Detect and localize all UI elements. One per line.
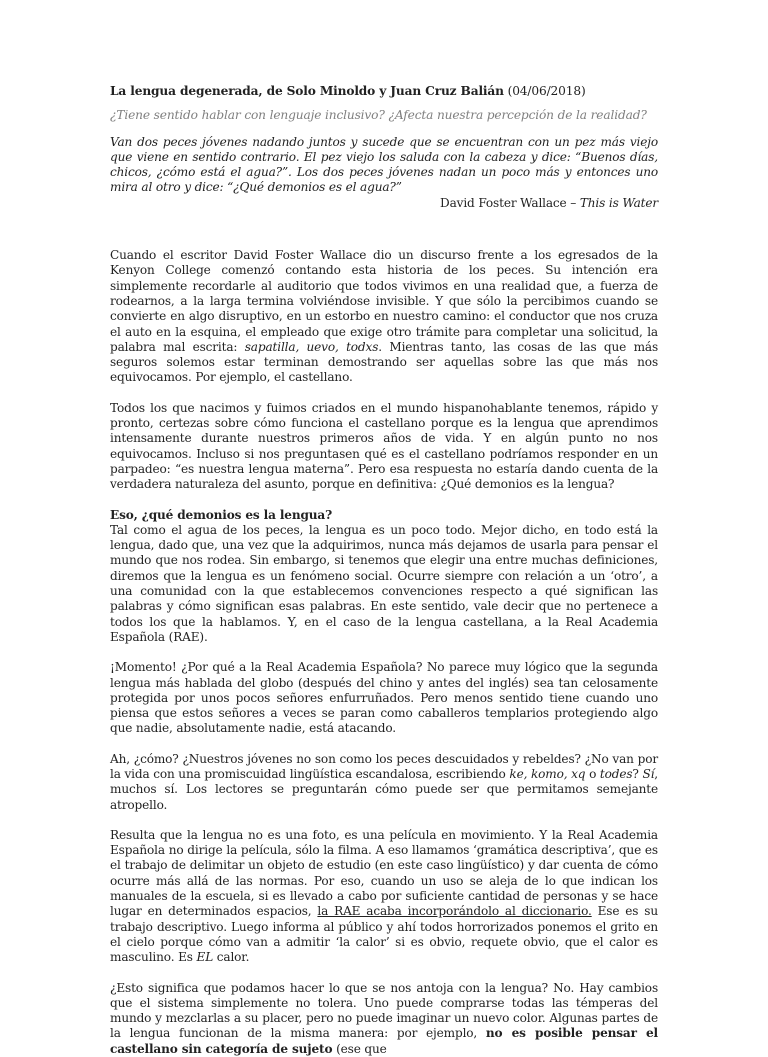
article-title [110,84,658,99]
document-body [110,84,658,1057]
article-subtitle-question: ¿Tiene sentido hablar con lenguaje inclusivo? ¿Afecta nuestra percepción de la realidad? [110,108,647,123]
paragraph-7 [110,981,658,1057]
paragraph-5-text-d: , muchos sí. Los lectores se preguntarán cómo puede ser que permitamos semejante atropello. [110,766,658,812]
paragraph-7-text-a: ¿Esto significa que podamos hacer lo que se nos antoja con la lengua? No. Hay cambios que el sistema simplemente no tolera. Uno puede comprarse todas las témperas del mundo y mezclarlas a su placer, pero no puede imaginar un nuevo color. Algunas partes de la lengua funcionan de la misma manera: por ejemplo, [110,980,658,1041]
paragraph-6-el: EL [196,950,214,965]
paragraph-5-text-b: o [585,766,600,781]
spacer [110,211,658,248]
paragraph-6-text-b: Ese es su trabajo descriptivo. Luego informa al público y ahí todos horrorizados ponemos el grito en el cielo porque cómo van a admitir ‘la calor’ si es obvio, requete obvio, que el calor es masculino. Es [110,904,658,965]
paragraph-6-text-c: calor. [213,950,250,965]
paragraph-6-text-a: Resulta que la lengua no es una foto, es una película en movimiento. Y la Real Academia Española no dirige la película, sólo la filma. A eso llamamos ‘gramática descriptiva’, que es el trabajo de delimitar un objeto de estudio (en este caso lingüístico) y dar cuenta de cómo ocurre más allá de las normas. Por eso, cuando un uso se aleja de lo que indican los manuales de la escuela, si es llevado a cabo por suficiente cantidad de personas y se hace lugar en determinados espacios, [110,827,658,919]
paragraph-5-si: Sí [642,766,655,781]
paragraph-7-emphasis: no es posible pensar el castellano sin categoría de sujeto [110,1026,658,1056]
paragraph-1-examples: sapatilla, uevo, todxs [244,339,379,354]
paragraph-5-text-c: ? [632,766,643,781]
paragraph-5-text-a: Ah, ¿cómo? ¿Nuestros jóvenes no son como los peces descuidados y rebeldes? ¿No van por la vida con una promiscuidad lingüística escandalosa, escribiendo [110,751,658,781]
paragraph-5-todes: todes [599,766,633,781]
epigraph-attribution [110,196,658,211]
epigraph-author: David Foster Wallace – [440,195,580,210]
paragraph-6 [110,828,658,966]
paragraph-3: Tal como el agua de los peces, la lengua es un poco todo. Mejor dicho, en todo está la lengua, dado que, una vez que la adquirimos, nunca más dejamos de usarla para pensar el mundo que nos rodea. Sin embargo, si tenemos que elegir una entre muchas definiciones, diremos que la lengua es un fenómeno social. Ocurre siempre con relación a un ‘otro’, a una comunidad con la que establecemos convenciones respecto a qué significan las palabras y cómo significan esas palabras. En este sentido, vale decir que no pertenece a todos los que la hablamos. Y, en el caso de la lengua castellana, a la Real Academia Española (RAE). [110,522,658,644]
paragraph-5-examples: ke, komo, xq [509,766,586,781]
epigraph-quote: Van dos peces jóvenes nadando juntos y sucede que se encuentran con un pez más viejo que viene en sentido contrario. El pez viejo los saluda con la cabeza y dice: “Buenos días, chicos, ¿cómo está el agua?”. Los dos peces jóvenes nadan un poco más y entonces uno mira al otro y dice: “¿Qué demonios es el agua?” [110,134,658,195]
paragraph-4: ¡Momento! ¿Por qué a la Real Academia Española? No parece muy lógico que la segunda lengua más hablada del globo (después del chino y antes del inglés) sea tan celosamente protegida por unos pocos señores enfurruñados. Pero menos sentido tiene cuando uno piensa que estos señores a veces se paran como caballeros templarios protegiendo algo que nadie, absolutamente nadie, está atacando. [110,660,658,736]
article-date: (04/06/2018) [503,84,586,98]
paragraph-1-text-a: Cuando el escritor David Foster Wallace dio un discurso frente a los egresados de la Kenyon College comenzó contando esta historia de los peces. Su intención era simplemente recordarle al auditorio que todos vivimos en una realidad que, a fuerza de rodearnos, a la larga termina volviéndose invisible. Y que sólo la percibimos cuando se convierte en algo disruptivo, en un estorbo en nuestro camino: el conductor que nos cruza el auto en la esquina, el empleado que exige otro trámite para completar una solicitud, la palabra mal escrita: [110,248,658,354]
paragraph-2: Todos los que nacimos y fuimos criados en el mundo hispanohablante tenemos, rápido y pronto, certezas sobre cómo funciona el castellano porque es la lengua que aprendimos intensamente durante nuestros primeros años de vida. Y en algún punto no nos equivocamos. Incluso si nos preguntasen qué es el castellano podríamos responder en un parpadeo: “es nuestra lengua materna”. Pero esa respuesta no estaría dando cuenta de la verdadera naturaleza del asunto, porque en definitiva: ¿Qué demonios es la lengua? [110,400,658,492]
paragraph-1-text-b: . Mientras tanto, las cosas de las que más seguros solemos estar terminan demostrando ser aquellas sobre las que más nos equivocamos. Por ejemplo, el castellano. [110,339,658,385]
rae-dictionary-link[interactable]: la RAE acaba incorporándolo al diccionario. [317,904,592,919]
paragraph-7-text-b: (ese que [332,1041,387,1056]
epigraph-work: This is Water [579,195,658,210]
paragraph-5 [110,752,658,813]
paragraph-1 [110,248,658,386]
article-title-main: La lengua degenerada, de Solo Minoldo y Juan Cruz Balián [110,84,504,98]
section-heading: Eso, ¿qué demonios es la lengua? [110,507,333,522]
